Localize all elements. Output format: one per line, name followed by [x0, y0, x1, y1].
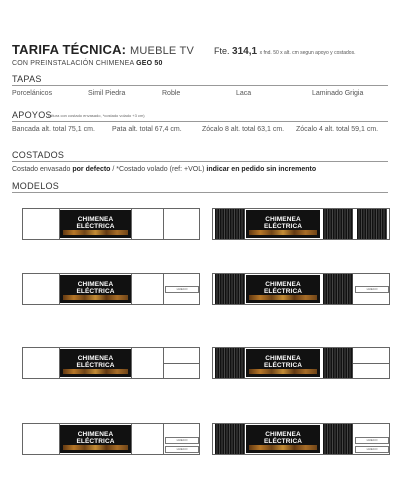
fireplace [246, 349, 320, 377]
title-row [12, 42, 392, 58]
tapas-item: Simil Piedra [88, 90, 126, 97]
apoyos-item: Zócalo 4 alt. total 59,1 cm. [296, 126, 379, 133]
fireplace-label: CHIMENEA ELÉCTRICA [263, 355, 303, 369]
fireplace-label: CHIMENEA ELÉCTRICA [263, 431, 303, 445]
fireplace-label: CHIMENEA ELÉCTRICA [263, 216, 303, 230]
model-light-3 [22, 347, 200, 379]
tapas-rule [12, 85, 388, 86]
price-prefix: Fte. [214, 46, 230, 56]
costados-heading: COSTADOS [12, 150, 65, 160]
tapas-item: Laminado Grigia [312, 90, 364, 97]
apoyos-rule [12, 121, 388, 122]
costados-part: / *Costado volado (ref: +VOL) [112, 166, 205, 173]
fireplace-label: CHIMENEA ELÉCTRICA [76, 431, 115, 445]
title-light: MUEBLE TV [130, 45, 194, 57]
model-light-4 [22, 423, 200, 455]
costados-text [12, 166, 316, 173]
price-line [214, 46, 355, 57]
title-bold: TARIFA TÉCNICA: [12, 42, 127, 57]
fireplace-label: CHIMENEA ELÉCTRICA [76, 355, 115, 369]
fireplace [60, 275, 131, 303]
hueco-box: HUECO [355, 286, 389, 293]
model-dark-2 [212, 273, 390, 305]
tapas-heading: TAPAS [12, 74, 42, 84]
costados-bold: indicar en pedido sin incremento [206, 166, 317, 173]
hueco-box: HUECO [355, 446, 389, 453]
hueco-box: HUECO [165, 437, 199, 444]
costados-bold: por defecto [72, 166, 111, 173]
fireplace [246, 275, 320, 303]
page-title [12, 42, 194, 57]
price-note: x fnd. 50 x alt. cm segun apoyo y costados. [259, 50, 356, 56]
costados-part: Costado envasado [12, 166, 71, 173]
model-dark-3 [212, 347, 390, 379]
hueco-box: HUECO [355, 437, 389, 444]
costados-rule [12, 161, 388, 162]
subtitle-text: CON PREINSTALACIÓN CHIMENEA [12, 60, 134, 67]
fireplace-label: CHIMENEA ELÉCTRICA [76, 216, 115, 230]
apoyos-item: Pata alt. total 67,4 cm. [112, 126, 182, 133]
hueco-box: HUECO [165, 446, 199, 453]
model-light-1 [22, 208, 200, 240]
modelos-rule [12, 192, 388, 193]
modelos-heading: MODELOS [12, 181, 60, 191]
price-value: 314,1 [232, 46, 258, 57]
tapas-item: Porcelánicos [12, 90, 53, 97]
fireplace [60, 349, 131, 377]
tapas-item: Laca [236, 90, 252, 97]
fireplace-label: CHIMENEA ELÉCTRICA [76, 281, 115, 295]
apoyos-note: (altura con costado envasado, *costado volado +3 cm) [48, 113, 145, 118]
fireplace [60, 210, 131, 238]
apoyos-heading: APOYOS [12, 110, 52, 120]
fireplace [246, 210, 320, 238]
apoyos-item: Bancada alt. total 75,1 cm. [12, 126, 95, 133]
fireplace [246, 425, 320, 453]
model-dark-4 [212, 423, 390, 455]
tapas-item: Roble [162, 90, 181, 97]
apoyos-item: Zócalo 8 alt. total 63,1 cm. [202, 126, 285, 133]
model-light-2 [22, 273, 200, 305]
model-dark-1 [212, 208, 390, 240]
subtitle-bold: GEO 50 [136, 60, 163, 67]
hueco-box: HUECO [165, 286, 199, 293]
fireplace-label: CHIMENEA ELÉCTRICA [263, 281, 303, 295]
fireplace [60, 425, 131, 453]
subtitle [12, 60, 163, 67]
